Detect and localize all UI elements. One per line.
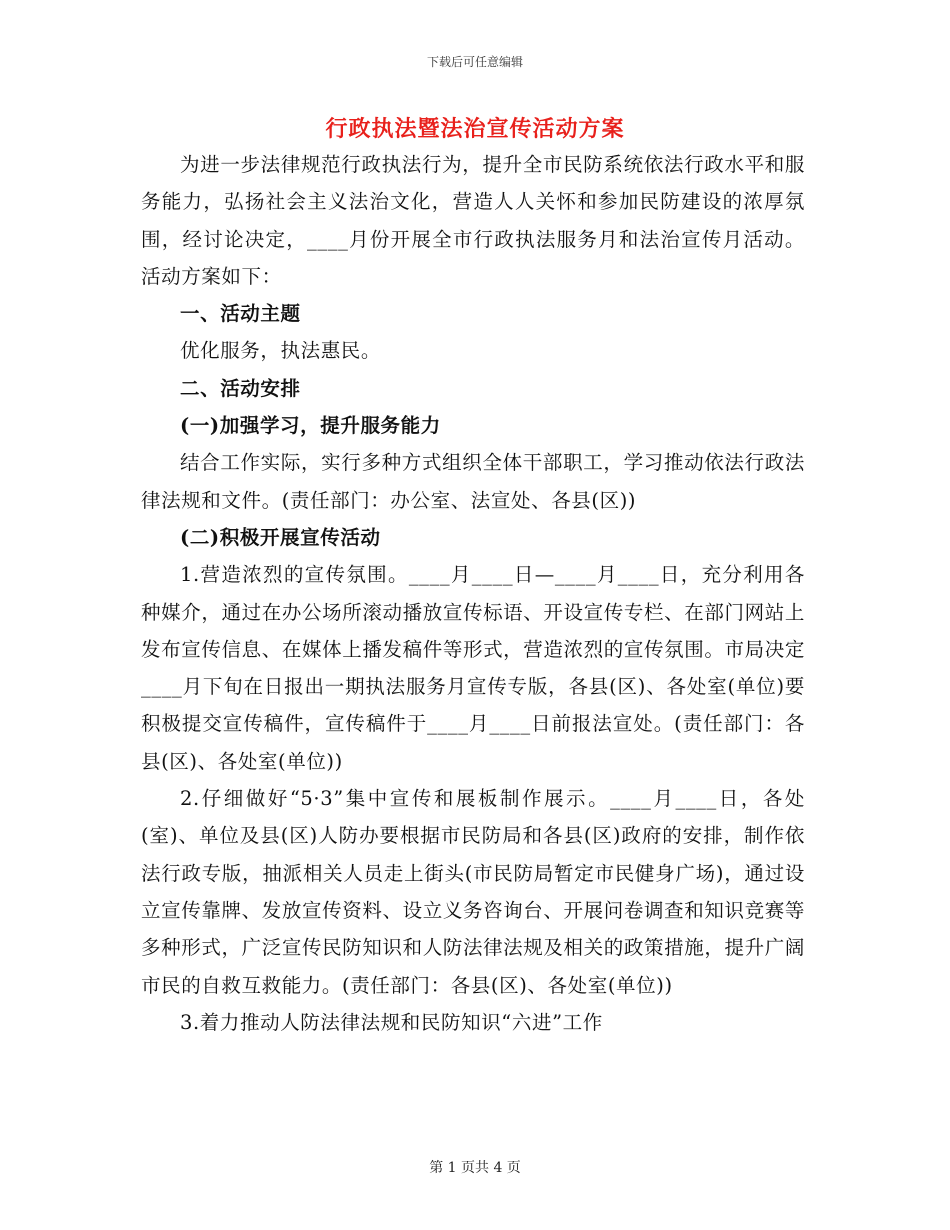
document-title: 行政执法暨法治宣传活动方案 <box>325 116 625 142</box>
section-1-heading: 一、活动主题 <box>180 302 301 326</box>
item-1-paragraph: 1.营造浓烈的宣传氛围。____月____日—____月____日，充分利用各种媒介，通过在办公场所滚动播放宣传标语、开设宣传专栏、在部门网站上发布宣传信息、在媒体上播发稿件等形式，营造浓烈的宣传氛围。市局决定____月下旬在日报出一期执法服务月宣传专版，各县(区)、各处室(单位)要积极提交宣传稿件，宣传稿件于____月____日前报法宣处。(责任部门：各县(区)、各处室(单位)) <box>141 563 805 773</box>
page-header-note: 下载后可任意编辑 <box>426 55 523 69</box>
page-number: 第 1 页共 4 页 <box>429 1160 521 1176</box>
subsection-2-heading: (二)积极开展宣传活动 <box>180 525 381 549</box>
item-3-paragraph: 3.着力推动人防法律法规和民防知识“六进”工作 <box>180 1010 603 1034</box>
intro-paragraph: 为进一步法律规范行政执法行为，提升全市民防系统依法行政水平和服务能力，弘扬社会主义法治文化，营造人人关怀和参加民防建设的浓厚氛围，经讨论决定，____月份开展全市行政执法服务月和法治宣传月活动。活动方案如下： <box>141 153 805 288</box>
subsection-1-text: 结合工作实际，实行多种方式组织全体干部职工，学习推动依法行政法律法规和文件。(责任部门：办公室、法宣处、各县(区)) <box>141 451 805 512</box>
subsection-1-heading: (一)加强学习，提升服务能力 <box>180 414 441 438</box>
document-body <box>141 146 805 1041</box>
section-1-text: 优化服务，执法惠民。 <box>180 339 382 363</box>
item-2-paragraph: 2.仔细做好“5·3”集中宣传和展板制作展示。____月____日，各处(室)、单位及县(区)人防办要根据市民防局和各县(区)政府的安排，制作依法行政专版，抽派相关人员走上街头(市民防局暂定市民健身广场)，通过设立宣传靠牌、发放宣传资料、设立义务咨询台、开展问卷调查和知识竞赛等多种形式，广泛宣传民防知识和人防法律法规及相关的政策措施，提升广阔市民的自救互救能力。(责任部门：各县(区)、各处室(单位)) <box>141 787 805 997</box>
section-2-heading: 二、活动安排 <box>180 376 301 400</box>
